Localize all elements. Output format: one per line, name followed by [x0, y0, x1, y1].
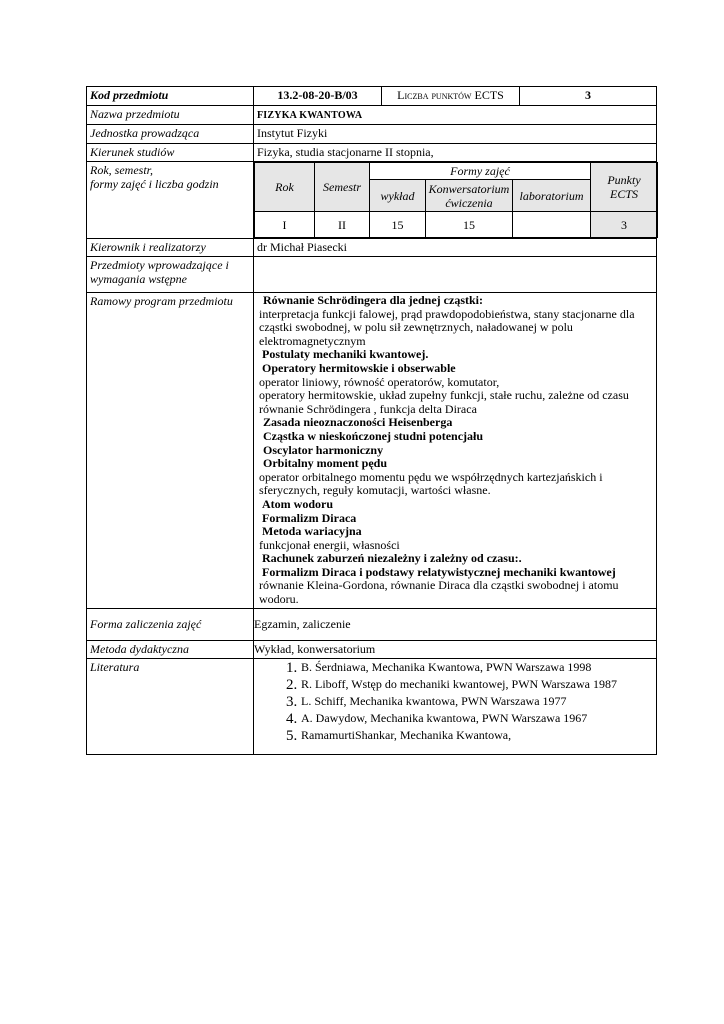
program-topic: Postulaty mechaniki kwantowej.: [262, 347, 429, 362]
literature-list: [257, 660, 653, 745]
literature-cell: [254, 658, 657, 754]
direction-row: [87, 144, 657, 162]
prereq-label: Przedmioty wprowadzające i wymagania wstępne: [87, 257, 254, 293]
program-text: operator orbitalnego momentu pędu we współrzędnych kartezjańskich i sferycznych, reguły komutacji, wartości własne.: [259, 469, 603, 498]
unit-row: [87, 125, 657, 144]
literature-item: [301, 677, 653, 694]
semestr-header: Semestr: [315, 163, 370, 212]
rok-value: I: [255, 212, 315, 238]
name-value-cell: [254, 106, 657, 125]
program-text: interpretacja funkcji falowej, prąd prawdopodobieństwa, stany stacjonarne dla cząstki swobodnej, w polu sił zewnętrznych, naładowanej w polu elektromagnetycznym: [259, 306, 635, 348]
leader-row: [87, 239, 657, 257]
program-text: operatory hermitowskie, układ zupełny funkcji, stałe ruchu, zależne od czasu równanie Schrödingera , funkcja delta Diraca: [259, 388, 629, 416]
program-topic: Formalizm Diraca: [262, 510, 357, 525]
literature-item-text: B. Śerdniawa, Mechanika Kwantowa, PWN Warszawa 1998: [301, 659, 592, 674]
lab-header: laboratorium: [513, 180, 591, 212]
program-topic: Cząstka w nieskończonej studni potencjału: [263, 428, 484, 443]
form-value: Egzamin, zaliczenie: [254, 608, 657, 640]
unit-label: Jednostka prowadząca: [87, 125, 254, 144]
program-topic: Rachunek zaburzeń niezależny i zależny od czasu:.: [262, 551, 522, 566]
code-value: 13.2-08-20-B/03: [254, 87, 382, 106]
literature-item-text: L. Schiff, Mechanika kwantowa, PWN Warszawa 1977: [301, 693, 567, 708]
rok-header: Rok: [255, 163, 315, 212]
program-topic: Metoda wariacyjna: [262, 524, 362, 539]
year-label: Rok, semestr, formy zajęć i liczba godzin: [87, 162, 254, 239]
program-content: [254, 293, 657, 609]
literature-item: [301, 711, 653, 728]
leader-label: Kierownik i realizatorzy: [87, 239, 254, 257]
program-label: Ramowy program przedmiotu: [87, 293, 254, 609]
code-row: [87, 87, 657, 106]
punkty-header: Punkty ECTS: [591, 163, 658, 212]
program-topic: Operatory hermitowskie i obserwable: [262, 360, 456, 375]
program-topic: Formalizm Diraca i podstawy relatywistycznej mechaniki kwantowej: [262, 564, 616, 579]
literature-item-text: RamamurtiShankar, Mechanika Kwantowa,: [301, 727, 512, 742]
wyklad-header: wykład: [370, 180, 426, 212]
direction-label: Kierunek studiów: [87, 144, 254, 162]
program-text: funkcjonał energii, własności: [259, 537, 400, 552]
ects-value: 3: [520, 87, 657, 106]
program-topic: Równanie Schrödingera dla jednej cząstki:: [263, 293, 483, 307]
program-topic: Oscylator harmoniczny: [263, 442, 384, 457]
literature-row: [87, 658, 657, 754]
name-row: [87, 106, 657, 125]
literature-item-text: A. Dawydow, Mechanika kwantowa, PWN Warszawa 1967: [301, 710, 588, 725]
name-label: Nazwa przedmiotu: [87, 106, 254, 125]
forms-table: [254, 162, 658, 238]
course-name: FIZYKA KWANTOWA: [257, 110, 363, 121]
form-row: [87, 608, 657, 640]
program-topic: Zasada nieoznaczoności Heisenberga: [263, 415, 453, 430]
prereq-row: [87, 257, 657, 293]
formy-header: Formy zajęć: [370, 163, 591, 180]
program-list: [259, 294, 650, 607]
forms-row: [87, 162, 657, 239]
course-card-table: [86, 86, 657, 755]
method-value: Wykład, konwersatorium: [254, 640, 657, 658]
program-text: operator liniowy, równość operatorów, komutator,: [259, 374, 500, 389]
program-topic: Orbitalny moment pędu: [263, 456, 388, 471]
unit-value: Instytut Fizyki: [254, 125, 657, 144]
literature-label: Literatura: [87, 658, 254, 754]
method-row: [87, 640, 657, 658]
literature-item-text: R. Liboff, Wstęp do mechaniki kwantowej, PWN Warszawa 1987: [301, 676, 617, 691]
direction-value: Fizyka, studia stacjonarne II stopnia,: [254, 144, 657, 162]
code-label: Kod przedmiotu: [87, 87, 254, 106]
forms-cell: [254, 162, 657, 239]
literature-item: [301, 694, 653, 711]
ects-label: [382, 87, 520, 106]
program-topic: Atom wodoru: [262, 496, 333, 511]
konw-value: 15: [426, 212, 513, 238]
wyklad-value: 15: [370, 212, 426, 238]
program-row: [87, 293, 657, 609]
prereq-value: [254, 257, 657, 293]
semestr-value: II: [315, 212, 370, 238]
punkty-value: 3: [591, 212, 658, 238]
lab-value: [513, 212, 591, 238]
konw-header: Konwersatorium ćwiczenia: [426, 180, 513, 212]
program-text: równanie Kleina-Gordona, równanie Diraca dla cząstki swobodnej i atomu wodoru.: [259, 578, 619, 607]
literature-item: [301, 728, 653, 745]
form-label: Forma zaliczenia zajęć: [87, 608, 254, 640]
method-label: Metoda dydaktyczna: [87, 640, 254, 658]
leader-value: dr Michał Piasecki: [254, 239, 657, 257]
ects-label-text: Liczba punktów ECTS: [397, 88, 504, 102]
literature-item: [301, 660, 653, 677]
